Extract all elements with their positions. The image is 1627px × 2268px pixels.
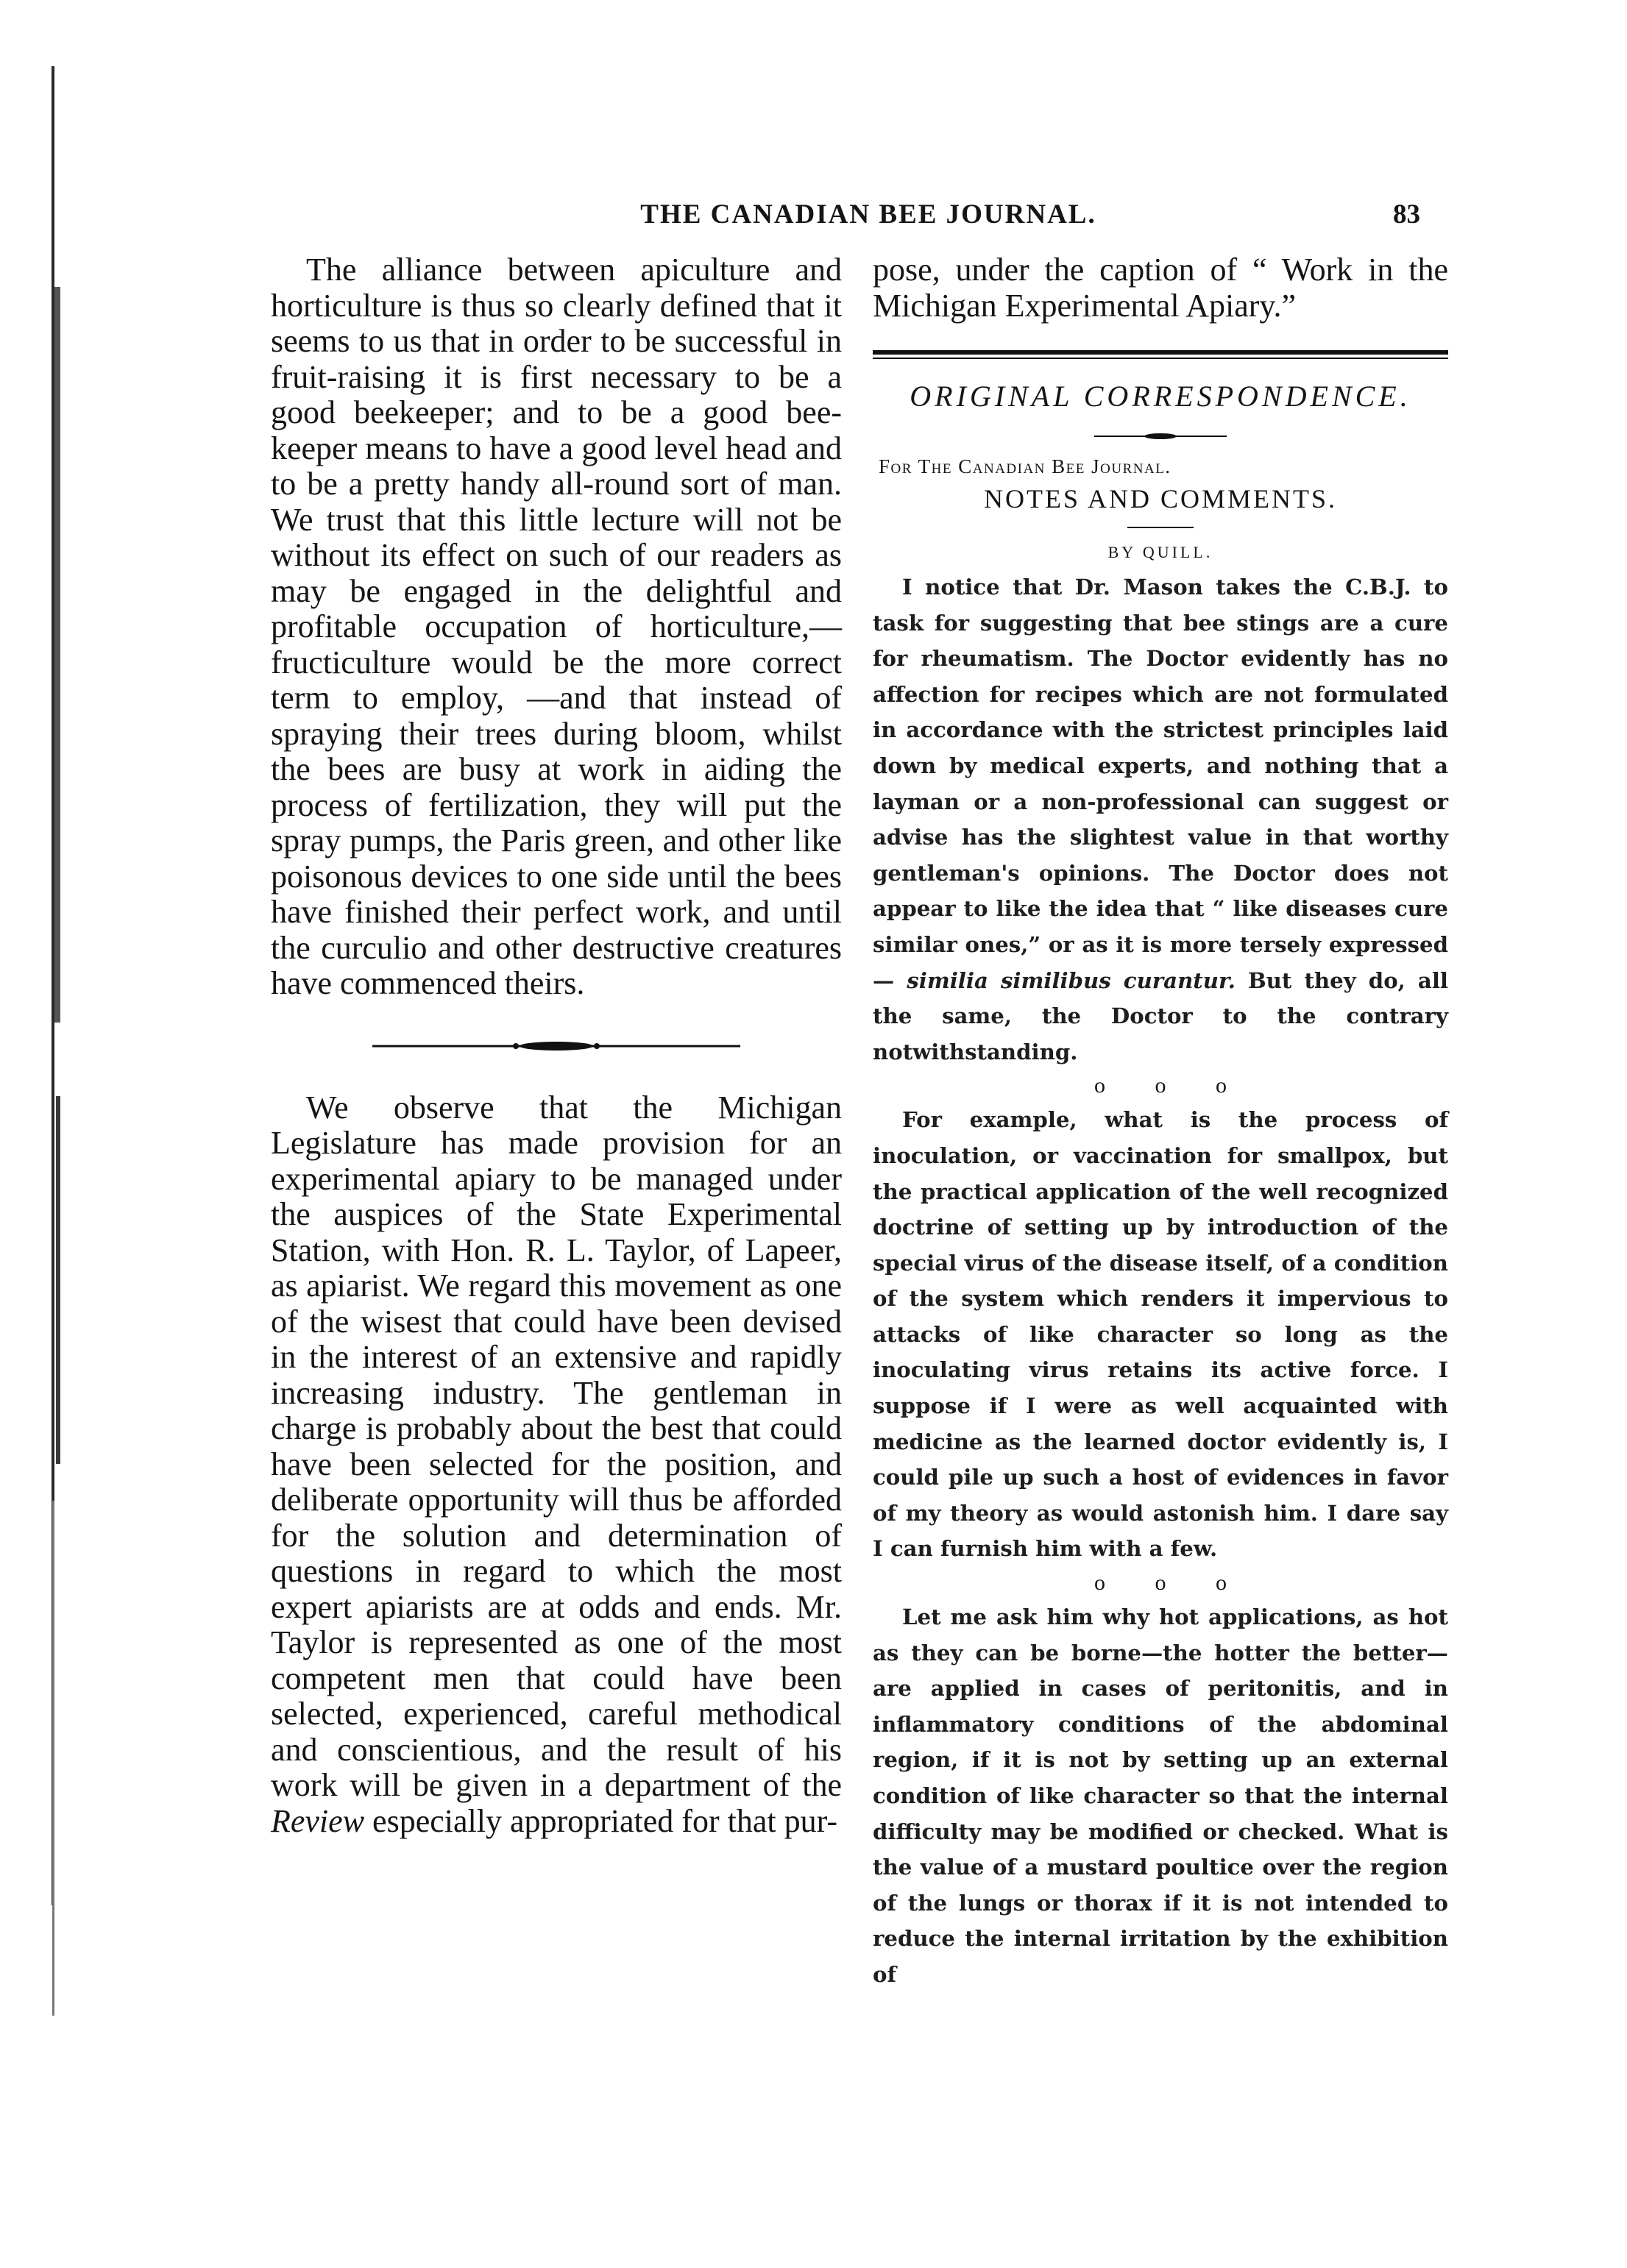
michigan-text: We observe that the Michigan Legislature has made provision for an experimental apiary to be managed under the auspices of the State Experimental Station, with Hon. R. L. Taylor, of Lapeer, as apiarist. We regard this movement as one of the wisest that could have been devised in the interest of an extensive and rapidly increasing industry. The gentleman in charge is probably about the best that could have been selected for the position, and deliberate opportunity will thus be afforded for the solution and determination of questions in regard to which the most expert apiarists are at odds and ends. Mr. Taylor is represented as one of the most competent men that could have been selected, experienced, careful methodical and conscientious, and the result of his work will be given in a department of the <box>271 1089 842 1803</box>
article-paragraph-hot-applications: Let me ask him why hot applications, as hot as they can be borne—the hotter the better—are applied in cases of peritonitis, and in inflammatory conditions of the abdominal region, if it is not by setting up an external condition of like character so that the internal difficulty may be modified or checked. What is the value of a mustard poultice over the region of the lungs or thorax if it is not intended to reduce the internal irritation by the exhibition of <box>873 1604 1448 1987</box>
for-journal-line: For The Canadian Bee Journal. <box>879 455 1171 477</box>
page-number: 83 <box>1393 199 1420 230</box>
section-heading: ORIGINAL CORRESPONDENCE. <box>910 380 1411 413</box>
editorial-paragraph-horticulture: The alliance between apiculture and horticulture is thus so clearly defined that it seems to us that in order to be successful in fruit-raising it is first necessary to be a good beekeeper; and to be a good bee-keeper means to have a good level head and to be a pretty handy all-round sort of man. We trust that this little lecture will not be without its effect on such of our readers as may be engaged in the delightful and profitable occupation of horticulture,—fructiculture would be the more correct term to employ, —and that instead of spraying their trees during bloom, whilst the bees are busy at work in aiding the process of fertilization, they will put the spray pumps, the Paris green, and other like poisonous devices to one side until the bees have finished their perfect work, and until the curculio and other destructive creatures have commenced theirs. <box>271 252 842 1001</box>
title-underline <box>1127 525 1194 530</box>
section-divider-ornament <box>372 1040 740 1052</box>
byline: BY QUILL. <box>1107 543 1213 561</box>
double-rule <box>873 350 1448 360</box>
michigan-text-end: especially appropriated for that pur- <box>372 1802 838 1839</box>
dot-divider-2: o o o <box>1094 1571 1249 1596</box>
latin-phrase: similia similibus curantur. <box>907 967 1236 993</box>
running-head <box>265 199 1442 243</box>
dot-divider-1: o o o <box>1094 1073 1249 1098</box>
bee-stings-text: I notice that Dr. Mason takes the C.B.J. to task for suggesting that bee stings are a cure for rheumatism. The Doctor evidently has no affection for recipes which are not formulated in accordance with the strictest principles laid down by medical experts, and nothing that a layman or a non-professional can suggest or advise has the slightest value in that worthy gentleman's opinions. The Doctor does not appear to like the idea that “ like diseases cure similar ones,” or as it is more tersely expressed— <box>873 575 1448 993</box>
article-paragraph-bee-stings <box>873 569 1448 1070</box>
article-title: NOTES AND COMMENTS. <box>983 484 1338 513</box>
editorial-paragraph-michigan <box>271 1090 842 1840</box>
left-column <box>271 252 842 1839</box>
binding-edge-shadow <box>43 66 65 2097</box>
article-paragraph-inoculation: For example, what is the process of inoculation, or vaccination for smallpox, but the practical application of the well recognized doctrine of setting up by introduction of the special virus of the disease itself, of a condition of the system which renders it impervious to attacks of like character so long as the inoculating virus retains its active force. I suppose if I were as well acquainted with medicine as the learned doctor evidently is, I could pile up such a host of evidences in favor of my theory as would astonish him. I dare say I can furnish him with a few. <box>873 1107 1448 1562</box>
continuation-text: pose, under the caption of “ Work in the Michigan Experimental Apiary.” <box>873 252 1448 324</box>
small-divider-ornament <box>1094 431 1227 441</box>
bee-stings-text-end: But they do, all the same, the Doctor to the contrary notwithstanding. <box>873 967 1449 1064</box>
review-title: Review <box>271 1802 365 1839</box>
right-column <box>873 252 1448 1993</box>
journal-title: THE CANADIAN BEE JOURNAL. <box>640 199 1096 230</box>
